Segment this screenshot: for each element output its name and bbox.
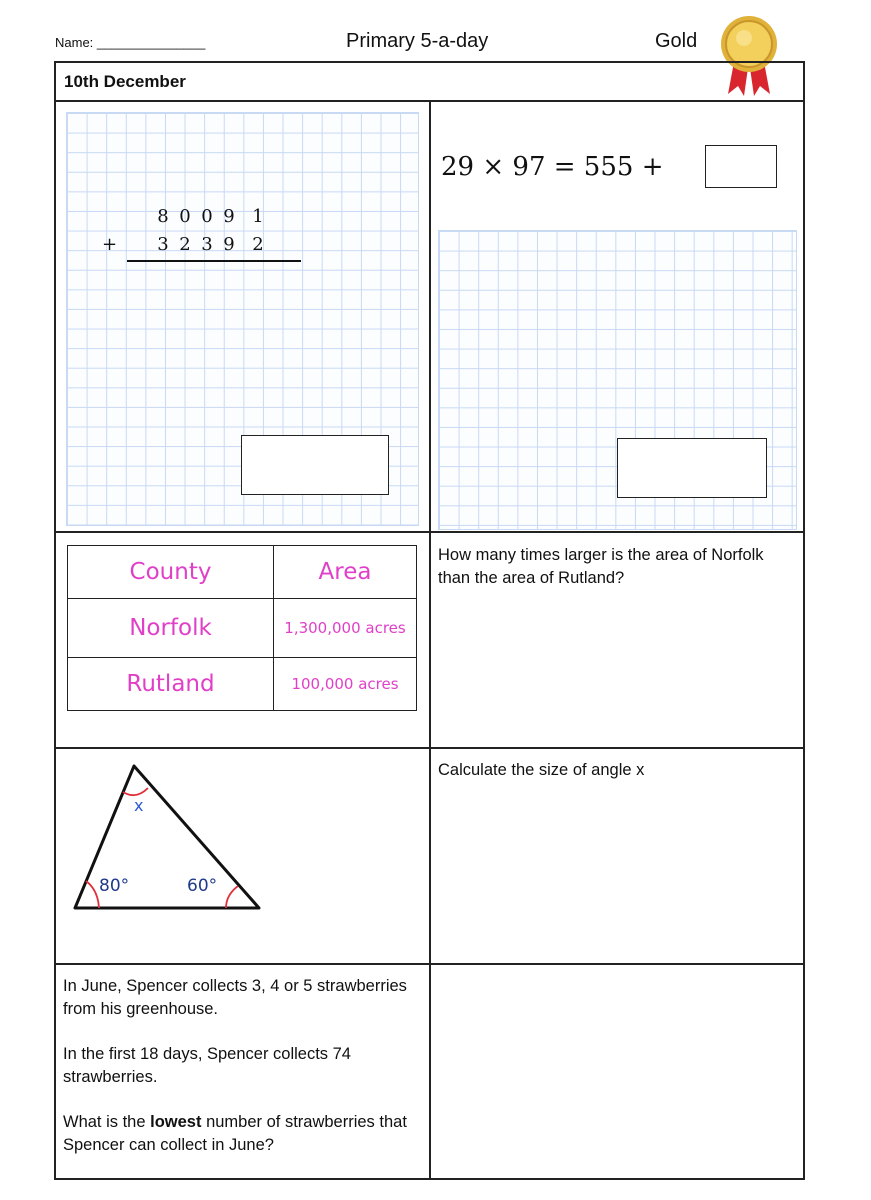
table-cell: Norfolk	[68, 599, 274, 658]
equation-answer-box[interactable]	[705, 145, 777, 188]
angle-arc-left	[86, 881, 99, 908]
plus-sign: +	[102, 234, 118, 255]
digit: 2	[179, 234, 191, 255]
level-label: Gold	[655, 30, 698, 52]
table-header-area: Area	[274, 546, 417, 599]
table-cell: 100,000 acres	[274, 658, 417, 711]
question-text: What is the	[63, 1113, 151, 1131]
multiplication-equation: 29 × 97 = 555 +	[441, 152, 664, 182]
digit: 8	[157, 206, 169, 227]
digit: 2	[252, 234, 264, 255]
sum-line	[127, 260, 301, 262]
county-area-table	[67, 545, 417, 711]
addition-top-number	[152, 206, 276, 227]
addition-bottom-number	[152, 234, 276, 255]
question-paragraph: In June, Spencer collects 3, 4 or 5 strawberries from his greenhouse.	[63, 977, 407, 1018]
digit: 9	[223, 234, 235, 255]
table-cell: 1,300,000 acres	[274, 599, 417, 658]
area-question: How many times larger is the area of Norfolk than the area of Rutland?	[438, 546, 764, 587]
digit: 0	[201, 206, 213, 227]
triangle-diagram	[66, 758, 276, 918]
angle-arc-top	[123, 788, 148, 795]
angle-60-label: 60°	[187, 876, 218, 896]
date-heading: 10th December	[64, 72, 186, 91]
digit: 3	[157, 234, 169, 255]
multiplication-answer-box[interactable]	[617, 438, 767, 498]
table-header-county: County	[68, 546, 274, 599]
question-paragraph: In the first 18 days, Spencer collects 74 strawberries.	[63, 1045, 351, 1086]
angle-arc-right	[226, 886, 238, 908]
table-row	[68, 599, 417, 658]
strawberry-question	[63, 975, 423, 1179]
divider	[429, 101, 431, 1179]
angle-question: Calculate the size of angle x	[438, 761, 645, 779]
name-field-label: Name: _______________	[55, 35, 206, 50]
digit: 3	[201, 234, 213, 255]
table-cell: Rutland	[68, 658, 274, 711]
table-row	[68, 658, 417, 711]
addition-answer-box[interactable]	[241, 435, 389, 495]
digit: 9	[223, 206, 235, 227]
digit: 0	[179, 206, 191, 227]
question-text: number of strawberries that Spencer can collect in June?	[63, 1113, 407, 1154]
digit: 1	[252, 206, 264, 227]
angle-x-label: x	[134, 796, 144, 815]
angle-80-label: 80°	[99, 876, 130, 896]
question-paragraph	[63, 1111, 423, 1157]
table-row	[68, 546, 417, 599]
page-title: Primary 5-a-day	[346, 30, 489, 52]
bold-keyword: lowest	[150, 1113, 202, 1131]
